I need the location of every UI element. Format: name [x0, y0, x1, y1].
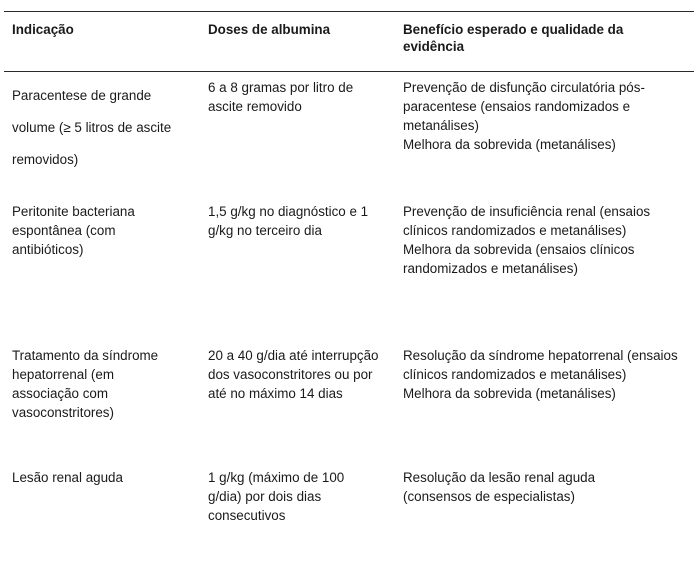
table-row-4-dose: 1 g/kg (máximo de 100 g/dia) por dois dias consecutivos — [208, 470, 345, 523]
table-row-4-benefit: Resolução da lesão renal aguda (consensos de especialistas) — [403, 470, 596, 504]
table-row-1-dose: 6 a 8 gramas por litro de ascite removido — [208, 80, 354, 114]
header-beneficio: Benefício esperado e qualidade da evidência — [403, 22, 624, 54]
table-row-3-benefit — [403, 346, 688, 403]
table-row-3-dose: 20 a 40 g/dia até interrupção dos vasoconstritores ou por até no máximo 14 dias — [208, 348, 379, 401]
table-row-2-benefit-1: Prevenção de insuficiência renal (ensaios clínicos randomizados e metanálises) — [403, 204, 651, 238]
table-row-2-benefit-2: Melhora da sobrevida (ensaios clínicos randomizados e metanálises) — [403, 242, 635, 276]
header-doses: Doses de albumina — [208, 22, 331, 37]
table-row-1-benefit-2: Melhora da sobrevida (metanálises) — [403, 137, 616, 152]
table-top-rule — [4, 11, 694, 12]
table-row-3-indication: Tratamento da síndrome hepatorrenal (em associação com vasoconstritores) — [12, 348, 159, 420]
table-row-1-benefit-1: Prevenção de disfunção circulatória pós-paracentese (ensaios randomizados e metanálises) — [403, 80, 645, 133]
header-indicacao: Indicação — [12, 22, 74, 37]
table-row-4-indication: Lesão renal aguda — [12, 470, 123, 485]
table-row-3-benefit-2: Melhora da sobrevida (metanálises) — [403, 386, 616, 401]
table-row-1-indication: Paracentese de grande volume (≥ 5 litros de ascite removidos) — [12, 88, 172, 167]
table-row-2-indication: Peritonite bacteriana espontânea (com antibióticos) — [12, 204, 135, 257]
table-header-rule — [4, 71, 694, 72]
table-row-1-benefit — [403, 78, 688, 154]
table-row-3-benefit-1: Resolução da síndrome hepatorrenal (ensaios clínicos randomizados e metanálises) — [403, 348, 678, 382]
table-row-2-dose: 1,5 g/kg no diagnóstico e 1 g/kg no terceiro dia — [208, 204, 369, 238]
table-row-2-benefit — [403, 202, 688, 278]
